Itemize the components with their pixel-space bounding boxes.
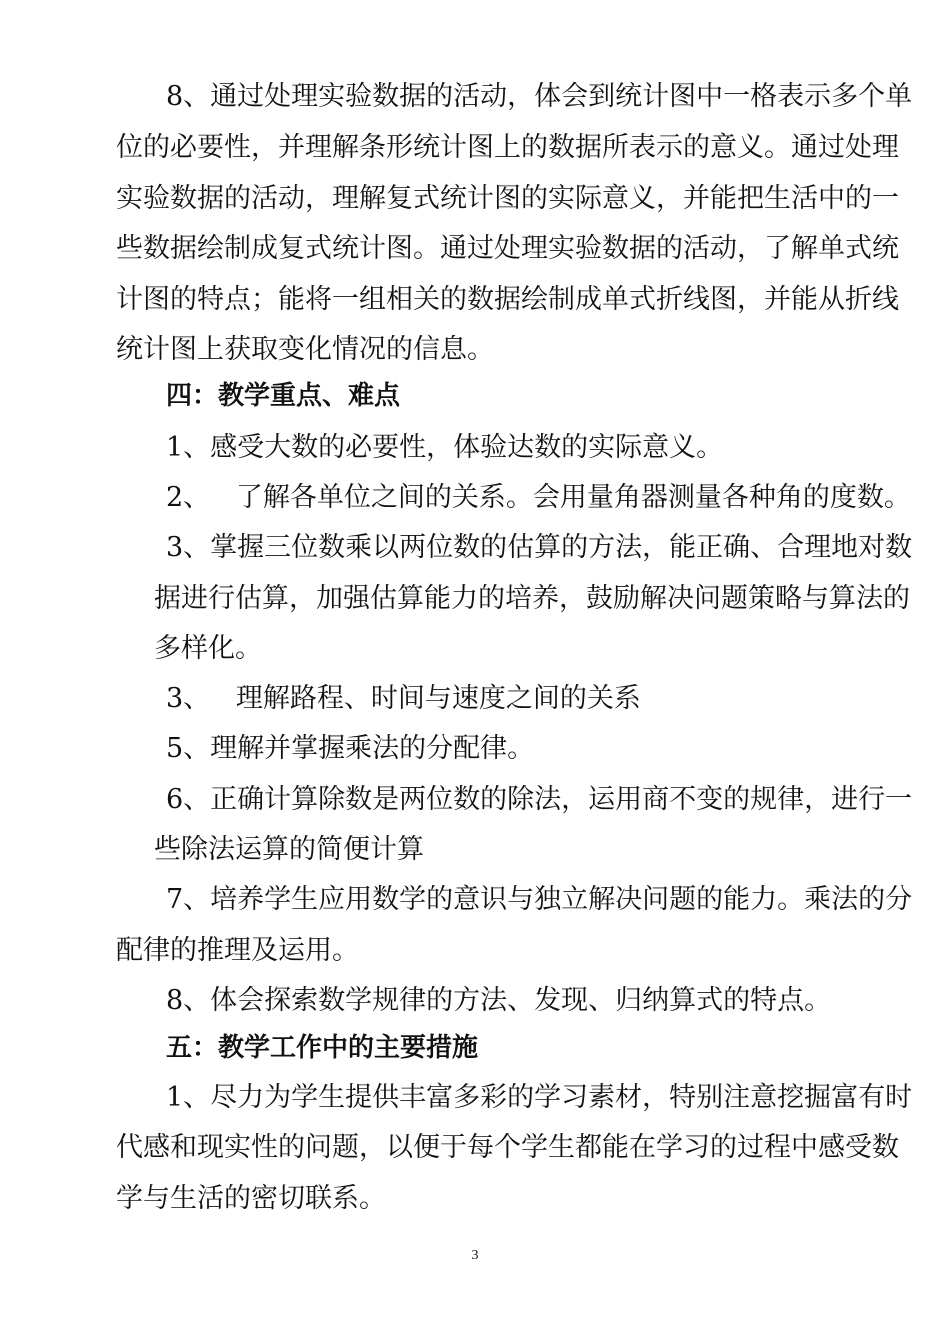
list-item: 1、感受大数的必要性，体验达数的实际意义。 <box>166 432 724 463</box>
list-item: 3、掌握三位数乘以两位数的估算的方法，能正确、合理地对数 <box>166 532 913 563</box>
page-number: 3 <box>471 1248 479 1263</box>
list-item: 3、 理解路程、时间与速度之间的关系 <box>166 683 641 714</box>
list-item: 8、体会探索数学规律的方法、发现、归纳算式的特点。 <box>166 985 832 1016</box>
list-item-continuation: 据进行估算，加强估算能力的培养，鼓励解决问题策略与算法的 <box>154 583 910 614</box>
list-item: 5、理解并掌握乘法的分配律。 <box>166 733 535 764</box>
paragraph-line: 统计图上获取变化情况的信息。 <box>116 334 494 365</box>
list-item: 1、尽力为学生提供丰富多彩的学习素材，特别注意挖掘富有时 <box>166 1082 913 1113</box>
list-item-continuation: 代感和现实性的问题，以便于每个学生都能在学习的过程中感受数 <box>116 1132 899 1163</box>
paragraph-line: 8、通过处理实验数据的活动，体会到统计图中一格表示多个单 <box>166 81 913 112</box>
list-item-continuation: 多样化。 <box>154 633 262 664</box>
section-heading: 五：教学工作中的主要措施 <box>166 1033 479 1063</box>
paragraph-line: 些数据绘制成复式统计图。通过处理实验数据的活动，了解单式统 <box>116 233 899 264</box>
list-item: 2、 了解各单位之间的关系。会用量角器测量各种角的度数。 <box>166 482 911 513</box>
list-item-continuation: 配律的推理及运用。 <box>116 935 359 966</box>
section-heading: 四：教学重点、难点 <box>166 381 401 411</box>
paragraph-line: 实验数据的活动，理解复式统计图的实际意义，并能把生活中的一 <box>116 183 899 214</box>
list-item-continuation: 学与生活的密切联系。 <box>116 1183 386 1214</box>
paragraph-line: 计图的特点；能将一组相关的数据绘制成单式折线图，并能从折线 <box>116 284 899 315</box>
list-item-continuation: 些除法运算的简便计算 <box>154 834 424 865</box>
list-item: 7、培养学生应用数学的意识与独立解决问题的能力。乘法的分 <box>166 884 913 915</box>
paragraph-line: 位的必要性，并理解条形统计图上的数据所表示的意义。通过处理 <box>116 132 899 163</box>
list-item: 6、正确计算除数是两位数的除法，运用商不变的规律，进行一 <box>166 784 913 815</box>
